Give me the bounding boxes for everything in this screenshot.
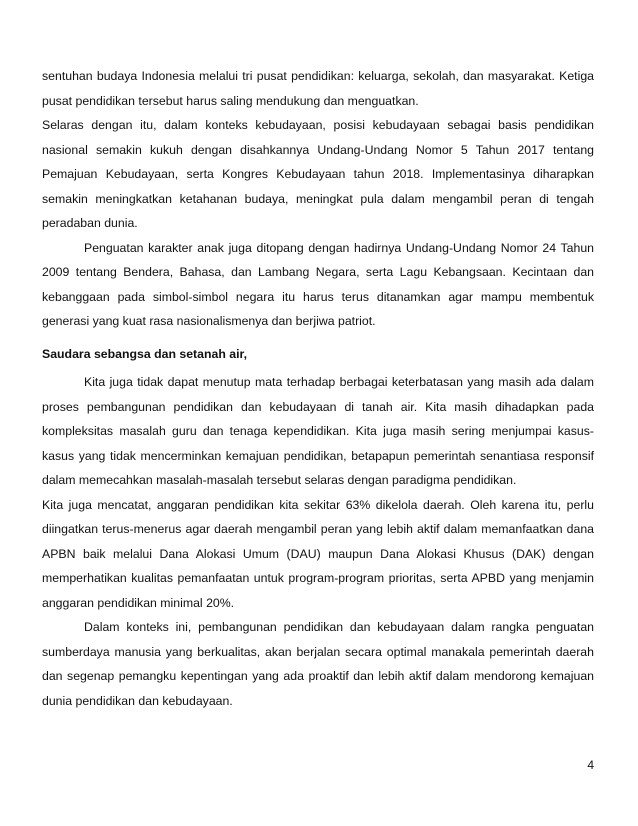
paragraph-selaras: Selaras dengan itu, dalam konteks kebudayaan, posisi kebudayaan sebagai basis pendidikan nasional semakin kukuh dengan disahkannya Undang-Undang Nomor 5 Tahun 2017 tentang Pemajuan Kebudayaan, serta Kongres Kebudayaan tahun 2018. Implementasinya diharapkan semakin meningkatkan ketahanan budaya, meningkat pula dalam mengambil peran di tengah peradaban dunia. xyxy=(42,118,594,230)
paragraph-tri-pusat: sentuhan budaya Indonesia melalui tri pusat pendidikan: keluarga, sekolah, dan masyarakat. Ketiga pusat pendidikan tersebut harus saling mendukung dan menguatkan. xyxy=(42,69,594,108)
body-text xyxy=(42,64,594,713)
paragraph-penguatan-karakter: Penguatan karakter anak juga ditopang dengan hadirnya Undang-Undang Nomor 24 Tahun 2009 tentang Bendera, Bahasa, dan Lambang Negara, serta Lagu Kebangsaan. Kecintaan dan kebanggaan pada simbol-simbol negara itu harus terus ditanamkan agar mampu membentuk generasi yang kuat rasa nasionalismenya dan berjiwa patriot. xyxy=(42,240,594,328)
page-number: 4 xyxy=(587,758,594,772)
paragraph-anggaran: Kita juga mencatat, anggaran pendidikan kita sekitar 63% dikelola daerah. Oleh karena itu, perlu diingatkan terus-menerus agar daerah mengambil peran yang lebih aktif dalam memanfaatkan dana APBN baik melalui Dana Alokasi Umum (DAU) maupun Dana Alokasi Khusus (DAK) dengan memperhatikan kualitas pemanfaatan untuk program-program prioritas, serta APBD yang menjamin anggaran pendidikan minimal 20%. xyxy=(42,497,594,610)
paragraph-keterbatasan: Kita juga tidak dapat menutup mata terhadap berbagai keterbatasan yang masih ada dalam proses pembangunan pendidikan dan kebudayaan di tanah air. Kita masih dihadapkan pada kompleksitas masalah guru dan tenaga kependidikan. Kita juga masih sering menjumpai kasus-kasus yang tidak mencerminkan kemajuan pendidikan, betapapun pemerintah senantiasa responsif dalam memecahkan masalah-masalah tersebut selaras dengan paradigma pendidikan. xyxy=(42,375,594,487)
paragraph-konteks: Dalam konteks ini, pembangunan pendidikan dan kebudayaan dalam rangka penguatan sumberdaya manusia yang berkualitas, akan berjalan secara optimal manakala pemerintah daerah dan segenap pemangku kepentingan yang ada proaktif dan lebih aktif dalam mendorong kemajuan dunia pendidikan dan kebudayaan. xyxy=(42,620,594,708)
section-heading: Saudara sebangsa dan setanah air, xyxy=(42,346,248,361)
